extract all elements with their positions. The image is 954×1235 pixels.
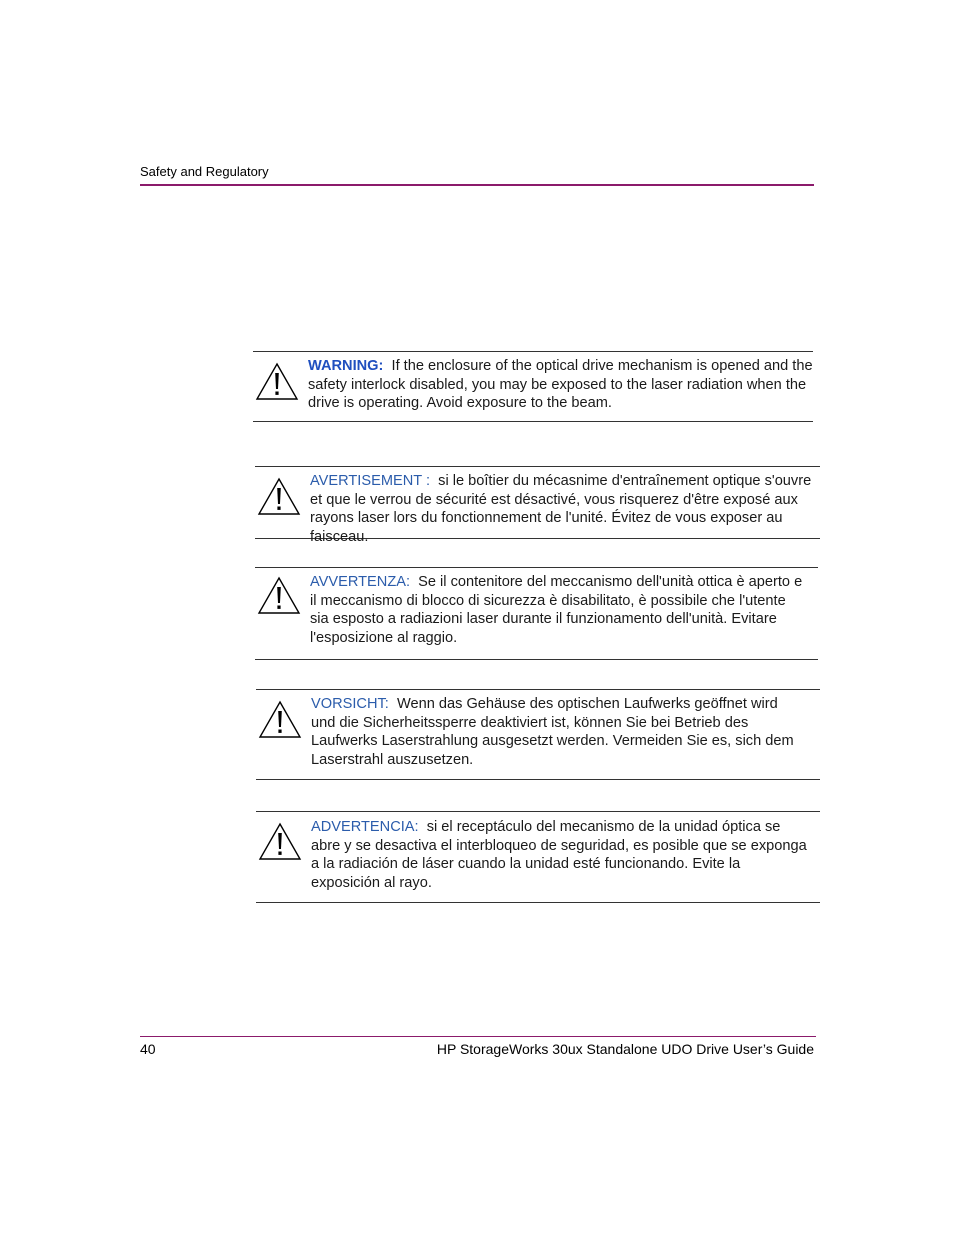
warning-triangle-icon <box>258 822 302 862</box>
warning-triangle-icon <box>257 576 301 616</box>
footer-rule <box>140 1036 816 1037</box>
header-section-title: Safety and Regulatory <box>140 164 269 179</box>
document-title: HP StorageWorks 30ux Standalone UDO Drive User’s Guide <box>436 1041 814 1057</box>
warning-notice-fr <box>255 466 820 545</box>
notice-text: si le boîtier du mécasnime d'entraînement optique s'ouvre et que le verrou de sécurité est désactivé, vous risquerez d'être exposé aux rayons laser lors du fonctionnement de l'unité. Évitez de vous exposer au faisceau. <box>310 473 812 545</box>
notice-text: If the enclosure of the optical drive mechanism is opened and the safety interlock disabled, you may be exposed to the laser radiation when the drive is operating. Avoid exposure to the beam. <box>308 358 813 411</box>
warning-notice-es <box>256 811 820 903</box>
notice-label: ADVERTENCIA: <box>311 819 419 835</box>
notice-text: Wenn das Gehäuse des optischen Laufwerks geöffnet wird und die Sicherheitssperre deaktiviert ist, können Sie bei Betrieb des Laufwerks Laserstrahlung ausgesetzt werden. Vermeiden Sie es, sich dem Laserstrahl auszusetzen. <box>311 696 794 768</box>
notice-label: AVVERTENZA: <box>310 574 411 590</box>
notice-text: Se il contenitore del meccanismo dell'unità ottica è aperto e il meccanismo di blocco di sicurezza è disabilitato, è possibile che l'utente sia esposto a radiazioni laser durante il funzionamento dell'unità. Evitare l'esposizione al raggio. <box>310 574 803 646</box>
notice-label: VORSICHT: <box>311 696 389 712</box>
notice-body <box>311 818 811 892</box>
notice-body <box>311 695 806 769</box>
notice-body <box>308 357 813 413</box>
warning-notice-en <box>253 351 813 422</box>
warning-notice-it <box>255 567 818 660</box>
header-rule <box>140 184 814 186</box>
notice-body <box>310 573 805 647</box>
notice-text: si el receptáculo del mecanismo de la unidad óptica se abre y se desactiva el interbloqueo de seguridad, es posible que se exponga a la radiación de láser cuando la unidad esté funcionando. Evite la exposición al rayo. <box>311 819 807 891</box>
notice-body <box>310 472 820 546</box>
warning-triangle-icon <box>255 362 299 402</box>
warning-triangle-icon <box>257 477 301 517</box>
warning-notice-de <box>256 689 820 780</box>
notice-label: WARNING: <box>308 358 384 374</box>
warning-triangle-icon <box>258 700 302 740</box>
notice-label: AVERTISEMENT : <box>310 473 431 489</box>
page-number: 40 <box>140 1041 156 1057</box>
